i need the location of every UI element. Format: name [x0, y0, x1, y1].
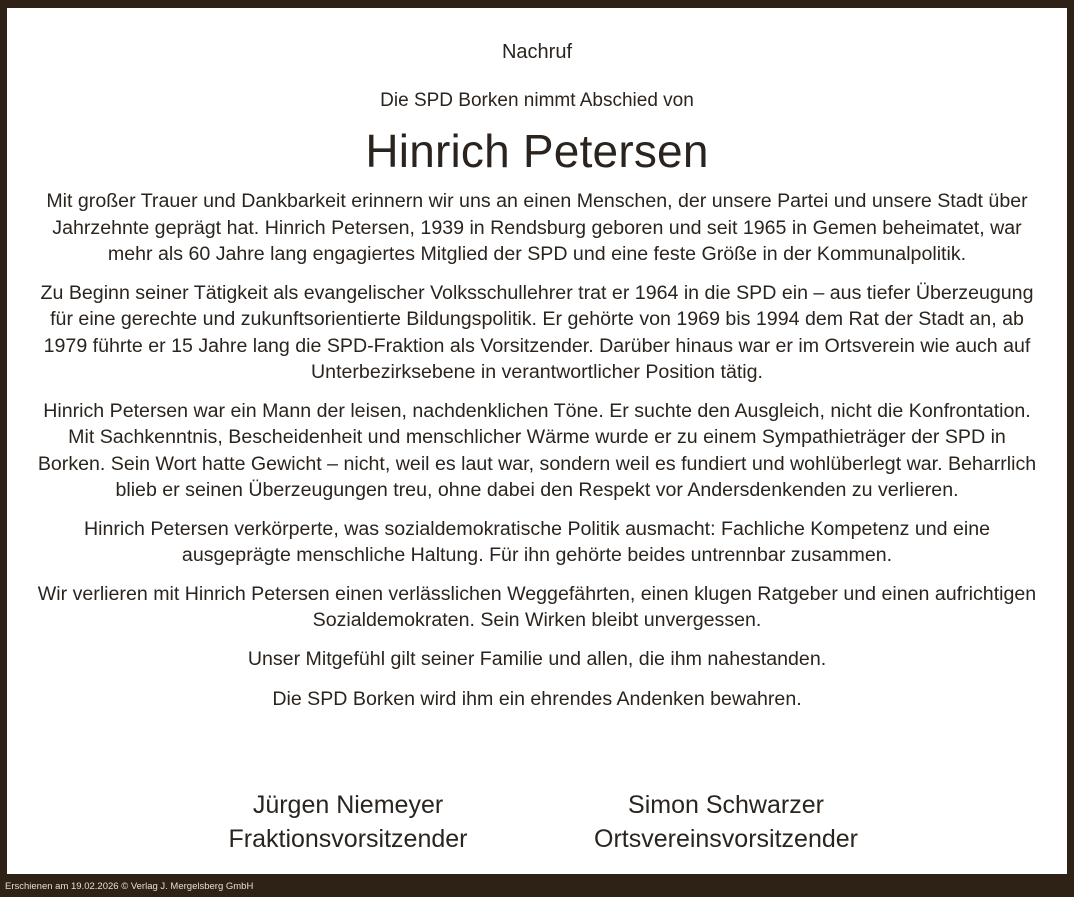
- signer-role: Ortsvereinsvorsitzender: [594, 825, 858, 853]
- signer-name: Jürgen Niemeyer: [252, 791, 444, 819]
- notice-intro: Die SPD Borken nimmt Abschied von: [380, 90, 694, 111]
- paragraph-condolence: Unser Mitgefühl gilt seiner Familie und allen, die ihm nahestanden.: [247, 647, 827, 670]
- publication-footer: Erschienen am 19.02.2026 © Verlag J. Mergelsberg GmbH: [5, 881, 254, 892]
- obituary-notice: [7, 8, 1067, 874]
- paragraph-career: Zu Beginn seiner Tätigkeit als evangelischer Volksschullehrer trat er 1964 in die SPD ein – aus tiefer Überzeugung für eine gerechte und zukunftsorientierte Bildungspolitik. Er gehörte von 1969 bis 1994 dem Rat der Stadt an, ab 1979 führte er 15 Jahre lang die SPD-Fraktion als Vorsitzender. Darüber hinaus war er im Ortsverein wie auch auf Unterbezirksebene in verantwortlicher Position tätig.: [40, 281, 1034, 383]
- notice-body: [33, 188, 1041, 727]
- paragraph-remembrance: Die SPD Borken wird ihm ein ehrendes Andenken bewahren.: [272, 688, 802, 710]
- paragraph-loss: Wir verlieren mit Hinrich Petersen einen verlässlichen Weggefährten, einen klugen Ratgeber und einen aufrichtigen Sozialdemokraten. Sein Wirken bleibt unvergessen.: [37, 582, 1037, 631]
- deceased-name: Hinrich Petersen: [365, 125, 709, 177]
- paragraph-politics: Hinrich Petersen verkörperte, was sozialdemokratische Politik ausmacht: Fachliche Kompetenz und eine ausgeprägte menschliche Haltung. Für ihn gehörte beides untrennbar zusammen.: [83, 517, 991, 566]
- notice-kicker: Nachruf: [501, 41, 573, 63]
- signer-name: Simon Schwarzer: [628, 791, 824, 819]
- signature-block: [7, 788, 1067, 868]
- signer-role: Fraktionsvorsitzender: [228, 825, 468, 853]
- paragraph-tribute: Mit großer Trauer und Dankbarkeit erinnern wir uns an einen Menschen, der unsere Partei und unsere Stadt über Jahrzehnte geprägt hat. Hinrich Petersen, 1939 in Rendsburg geboren und seit 1965 in Gemen beheimatet, war mehr als 60 Jahre lang engagiertes Mitglied der SPD und eine feste Größe in der Kommunalpolitik.: [46, 190, 1028, 265]
- paragraph-character: Hinrich Petersen war ein Mann der leisen, nachdenklichen Töne. Er suchte den Ausgleich, nicht die Konfrontation. Mit Sachkenntnis, Bescheidenheit und menschlicher Wärme wurde er zu einem Sympathieträger der SPD in Borken. Sein Wort hatte Gewicht – nicht, weil es laut war, sondern weil es fundiert und wohlüberlegt war. Beharrlich blieb er seinen Überzeugungen treu, ohne dabei den Respekt vor Andersdenkenden zu verlieren.: [37, 399, 1037, 501]
- signer-left: [158, 788, 538, 856]
- signer-right: [536, 788, 916, 856]
